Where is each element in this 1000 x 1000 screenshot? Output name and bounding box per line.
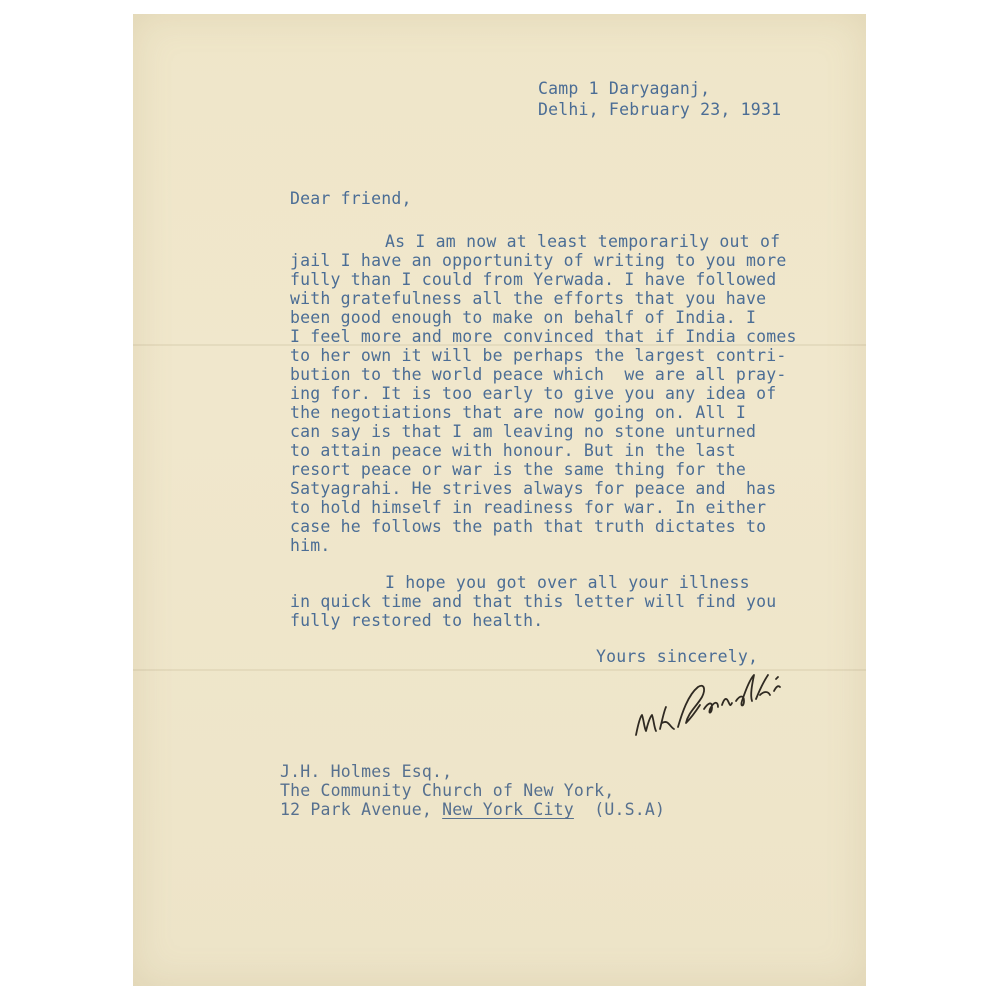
recipient-street-line bbox=[280, 801, 665, 819]
recipient-city: New York City bbox=[442, 800, 574, 819]
text-line: with gratefulness all the efforts that you have bbox=[290, 289, 767, 308]
text-line: bution to the world peace which we are all pray- bbox=[290, 365, 787, 384]
text-line: to attain peace with honour. But in the last bbox=[290, 441, 736, 460]
text-line: been good enough to make on behalf of India. I bbox=[290, 308, 757, 327]
text-line: Satyagrahi. He strives always for peace and has bbox=[290, 479, 777, 498]
recipient-street: 12 Park Avenue, bbox=[280, 800, 433, 819]
closing: Yours sincerely, bbox=[596, 647, 759, 666]
recipient-name: J.H. Holmes Esq., bbox=[280, 762, 453, 781]
text-line: to her own it will be perhaps the largest contri- bbox=[290, 346, 787, 365]
text-line: I feel more and more convinced that if India comes bbox=[290, 327, 797, 346]
heading-line: Delhi, February 23, 1931 bbox=[538, 100, 782, 119]
heading-line: Camp 1 Daryaganj, bbox=[538, 79, 711, 98]
text-line: I hope you got over all your illness bbox=[385, 573, 750, 592]
recipient-country: (U.S.A) bbox=[594, 800, 666, 819]
text-line: jail I have an opportunity of writing to you more bbox=[290, 251, 787, 270]
text-line: resort peace or war is the same thing for the bbox=[290, 460, 747, 479]
recipient-organization: The Community Church of New York, bbox=[280, 781, 615, 800]
handwritten-signature bbox=[630, 665, 790, 745]
text-line: case he follows the path that truth dictates to bbox=[290, 517, 767, 536]
text-line: fully restored to health. bbox=[290, 611, 544, 630]
text-line: fully than I could from Yerwada. I have followed bbox=[290, 270, 777, 289]
text-line: him. bbox=[290, 536, 331, 555]
text-line: in quick time and that this letter will find you bbox=[290, 592, 777, 611]
text-line: As I am now at least temporarily out of bbox=[385, 232, 781, 251]
text-line: ing for. It is too early to give you any idea of bbox=[290, 384, 777, 403]
text-line: to hold himself in readiness for war. In either bbox=[290, 498, 767, 517]
text-line: can say is that I am leaving no stone unturned bbox=[290, 422, 757, 441]
text-line: the negotiations that are now going on. All I bbox=[290, 403, 747, 422]
salutation: Dear friend, bbox=[290, 189, 412, 208]
